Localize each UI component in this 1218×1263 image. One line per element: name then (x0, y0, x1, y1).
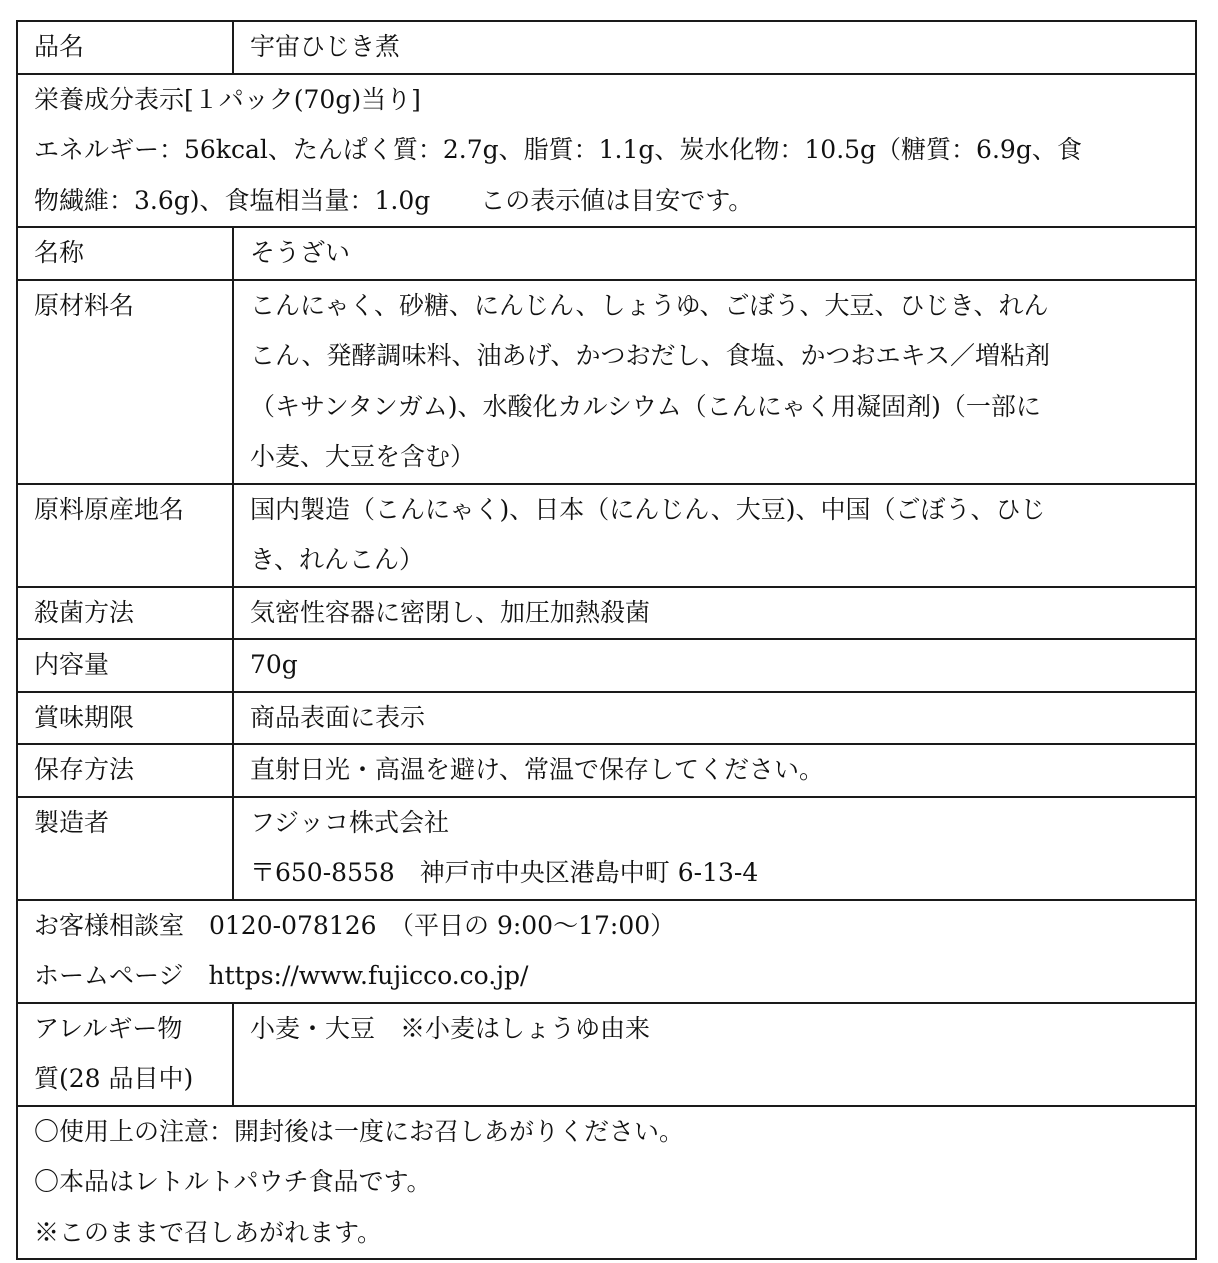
best-before-value: 商品表面に表示 (233, 692, 1196, 745)
row-origin (17, 484, 1196, 587)
manufacturer-address: 〒650-8558 神戸市中央区港島中町 6-13-4 (250, 858, 759, 887)
contact-website: ホームページ https://www.fujicco.co.jp/ (34, 961, 529, 990)
storage-value: 直射日光・高温を避け、常温で保存してください。 (233, 744, 1196, 797)
row-manufacturer (17, 797, 1196, 900)
ingredients-line: （キサンタンガム)、水酸化カルシウム（こんにゃく用凝固剤)（一部に (250, 391, 1041, 421)
product-name-label: 品名 (17, 21, 233, 74)
nutrition-cell (17, 74, 1196, 228)
row-allergens (17, 1003, 1196, 1106)
row-product-name (17, 21, 1196, 74)
origin-line: 国内製造（こんにゃく)、日本（にんじん、大豆)、中国（ごぼう、ひじ (250, 494, 1046, 524)
nutrition-line: 物繊維：3.6g)、食塩相当量：1.0g この表示値は目安です。 (34, 185, 754, 215)
notes-cell (17, 1106, 1196, 1260)
net-content-label: 内容量 (17, 639, 233, 692)
row-notes (17, 1106, 1196, 1260)
manufacturer-company: フジッコ株式会社 (250, 807, 450, 837)
allergens-value: 小麦・大豆 ※小麦はしょうゆ由来 (233, 1003, 1196, 1106)
origin-line: き、れんこん） (250, 545, 425, 574)
net-content-value: 70g (233, 639, 1196, 692)
sterilization-label: 殺菌方法 (17, 587, 233, 640)
row-contact (17, 900, 1196, 1003)
designation-value: そうざい (233, 227, 1196, 280)
product-name-value: 宇宙ひじき煮 (233, 21, 1196, 74)
contact-cell (17, 900, 1196, 1003)
storage-label: 保存方法 (17, 744, 233, 797)
row-storage (17, 744, 1196, 797)
origin-value (233, 484, 1196, 587)
best-before-label: 賞味期限 (17, 692, 233, 745)
manufacturer-label: 製造者 (17, 797, 233, 900)
origin-label: 原料原産地名 (17, 484, 233, 587)
note-retort: 〇本品はレトルトパウチ食品です。 (34, 1167, 432, 1196)
nutrition-heading: 栄養成分表示[１パック(70g)当り] (34, 84, 421, 114)
ingredients-line: 小麦、大豆を含む） (250, 442, 476, 471)
ingredients-line: こん、発酵調味料、油あげ、かつおだし、食塩、かつおエキス／増粘剤 (250, 341, 1051, 370)
contact-phone: お客様相談室 0120-078126 （平日の 9:00～17:00） (34, 910, 676, 940)
row-net-content (17, 639, 1196, 692)
row-best-before (17, 692, 1196, 745)
note-ready-to-eat: ※このままで召しあがれます。 (34, 1217, 383, 1247)
row-designation (17, 227, 1196, 280)
ingredients-line: こんにゃく、砂糖、にんじん、しょうゆ、ごぼう、大豆、ひじき、れん (250, 290, 1049, 320)
row-nutrition (17, 74, 1196, 228)
designation-label: 名称 (17, 227, 233, 280)
ingredients-value (233, 280, 1196, 484)
allergens-label (17, 1003, 233, 1106)
food-label-table (16, 20, 1197, 1260)
nutrition-line: エネルギー：56kcal、たんぱく質：2.7g、脂質：1.1g、炭水化物：10.5g（糖質：6.9g、食 (34, 135, 1082, 164)
ingredients-label: 原材料名 (17, 280, 233, 484)
row-sterilization (17, 587, 1196, 640)
sterilization-value: 気密性容器に密閉し、加圧加熱殺菌 (233, 587, 1196, 640)
allergens-label-line: 質(28 品目中) (34, 1064, 194, 1093)
row-ingredients (17, 280, 1196, 484)
allergens-label-line: アレルギー物 (34, 1013, 183, 1043)
manufacturer-value (233, 797, 1196, 900)
note-usage: 〇使用上の注意：開封後は一度にお召しあがりください。 (34, 1116, 685, 1146)
